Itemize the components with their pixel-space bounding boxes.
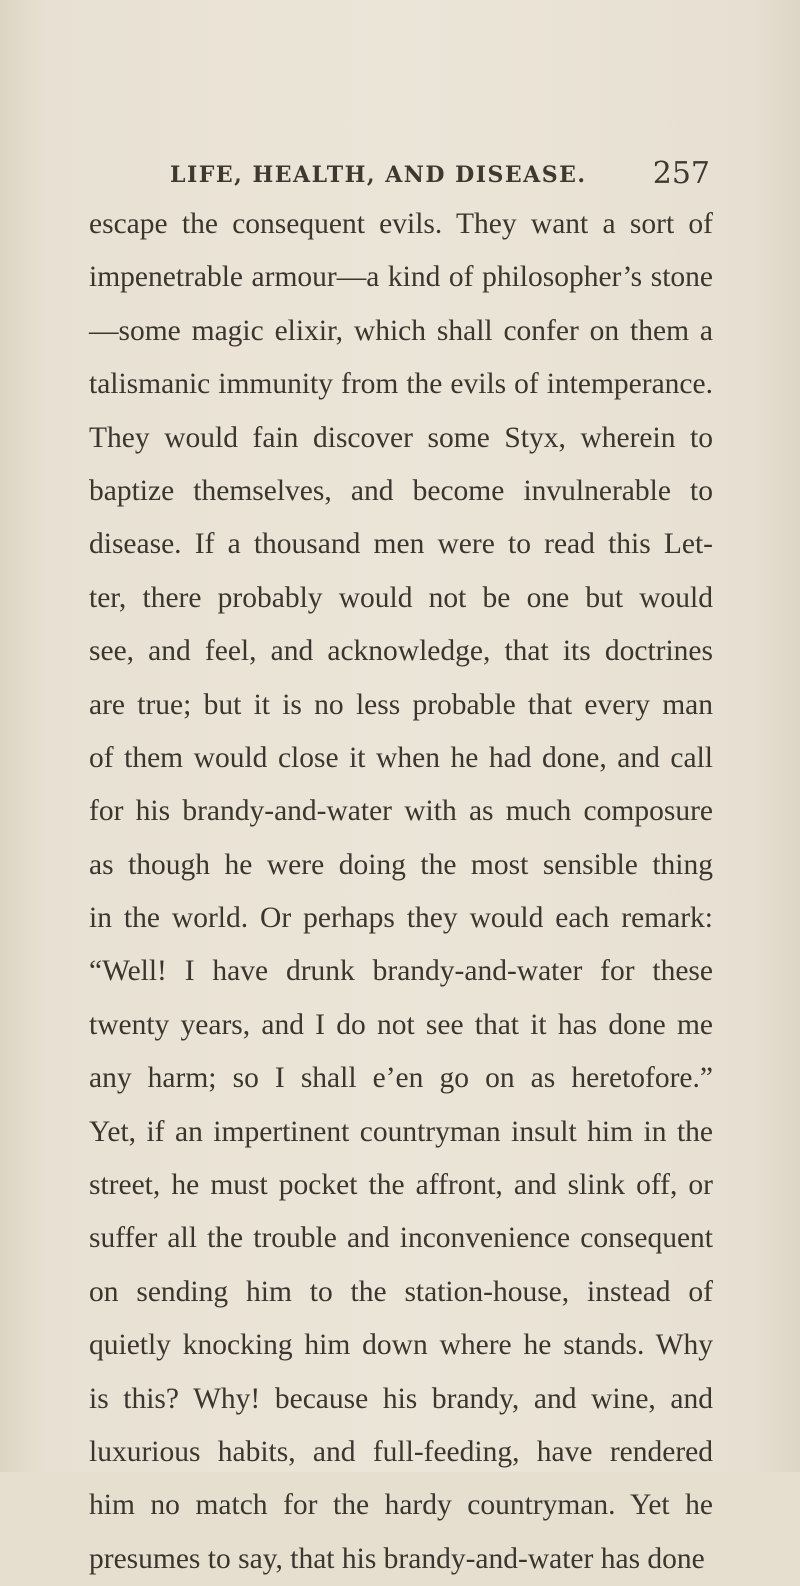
text-line: escape the consequent evils. They want a sort of bbox=[89, 208, 713, 240]
text-line: of them would close it when he had done, and call bbox=[89, 741, 713, 774]
text-line: are true; but it is no less probable that every man bbox=[89, 688, 713, 721]
text-line: in the world. Or perhaps they would each remark: bbox=[89, 902, 713, 935]
text-line: is this? Why! because his brandy, and wine, and bbox=[89, 1382, 713, 1415]
text-line: on sending him to the station-house, instead of bbox=[89, 1275, 713, 1308]
text-line: baptize themselves, and become invulnerable to bbox=[89, 474, 713, 507]
running-title: LIFE, HEALTH, AND DISEASE. bbox=[170, 162, 587, 188]
page-header bbox=[170, 156, 710, 202]
text-line: “Well! I have drunk brandy-and-water for these bbox=[89, 955, 713, 988]
text-line: They would fain discover some Styx, wherein to bbox=[89, 421, 713, 454]
text-line: Yet, if an impertinent countryman insult him in the bbox=[89, 1115, 713, 1148]
text-line: talismanic immunity from the evils of intemperance. bbox=[89, 368, 713, 401]
body-text bbox=[89, 198, 713, 1586]
text-line: suffer all the trouble and inconvenience consequent bbox=[89, 1222, 713, 1255]
text-line: twenty years, and I do not see that it has done me bbox=[89, 1008, 713, 1041]
text-line: quietly knocking him down where he stands. Why bbox=[89, 1329, 713, 1362]
text-line: street, he must pocket the affront, and slink off, or bbox=[89, 1169, 713, 1202]
text-line: for his brandy-and-water with as much composure bbox=[89, 795, 713, 828]
text-line: presumes to say, that his brandy-and-water has done bbox=[89, 1542, 705, 1575]
text-line: ter, there probably would not be one but would bbox=[89, 581, 713, 614]
text-line: impenetrable armour—a kind of philosopher’s stone bbox=[89, 261, 713, 294]
text-line: any harm; so I shall e’en go on as heretofore.” bbox=[89, 1062, 713, 1095]
text-line: as though he were doing the most sensible thing bbox=[89, 848, 713, 881]
page-number: 257 bbox=[652, 156, 710, 191]
text-line: him no match for the hardy countryman. Yet he bbox=[89, 1489, 713, 1522]
text-line: luxurious habits, and full-feeding, have rendered bbox=[89, 1435, 713, 1468]
text-line: disease. If a thousand men were to read this Let- bbox=[89, 528, 713, 561]
text-line: —some magic elixir, which shall confer on them a bbox=[89, 314, 713, 347]
text-line: see, and feel, and acknowledge, that its doctrines bbox=[89, 635, 713, 668]
